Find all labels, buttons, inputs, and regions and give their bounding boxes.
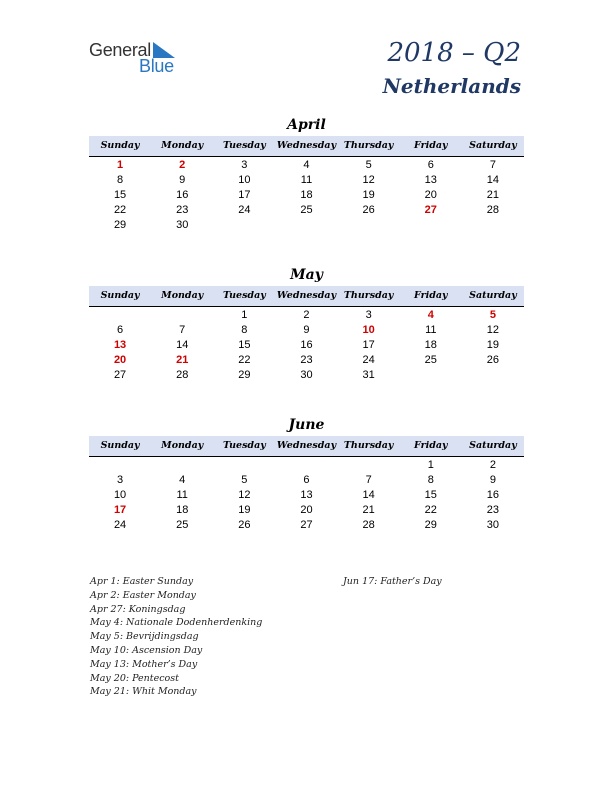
day-cell: 22 (238, 354, 251, 366)
day-cell: 19 (238, 504, 251, 516)
month-may (89, 265, 524, 383)
week-row (89, 158, 524, 173)
weekday-header-wednesday: Wednesday (276, 440, 337, 451)
day-cell: 7 (179, 324, 186, 336)
day-cell: 3 (241, 159, 248, 171)
day-cell: 10 (113, 489, 127, 501)
logo-text-general: General (89, 40, 151, 60)
day-cell: 2 (303, 309, 310, 321)
day-cell: 8 (117, 174, 124, 186)
weekday-header-row (89, 436, 524, 457)
day-cell: 18 (300, 189, 313, 201)
day-cell: 24 (113, 519, 127, 531)
day-cell: 16 (300, 339, 313, 351)
weekday-header-row (89, 136, 524, 157)
day-cell: 6 (117, 324, 124, 336)
holiday-day-cell: 21 (176, 354, 189, 366)
day-cell (338, 218, 400, 233)
weekday-header-sunday: Sunday (100, 440, 140, 451)
week-row (89, 188, 524, 203)
day-cell: 31 (362, 369, 375, 381)
day-cell: 15 (113, 189, 127, 201)
day-cell: 20 (300, 504, 313, 516)
day-cell (89, 308, 151, 323)
day-cell: 9 (489, 474, 496, 486)
week-row (89, 458, 524, 473)
day-cell: 15 (424, 489, 437, 501)
weekday-header-saturday: Saturday (469, 140, 517, 151)
day-cell: 28 (176, 369, 189, 381)
day-cell: 29 (424, 519, 437, 531)
week-row (89, 323, 524, 338)
day-cell: 5 (241, 474, 248, 486)
day-cell: 30 (300, 369, 313, 381)
weekday-header-monday: Monday (161, 440, 204, 451)
day-cell: 23 (300, 354, 313, 366)
week-row (89, 308, 524, 323)
holiday-entry: May 13: Mother’s Day (90, 658, 198, 670)
month-june (89, 415, 524, 533)
day-cell: 24 (238, 204, 251, 216)
day-cell: 8 (241, 324, 248, 336)
holiday-entry: Apr 27: Koningsdag (90, 603, 186, 615)
weekday-header-wednesday: Wednesday (276, 140, 337, 151)
day-cell: 7 (489, 159, 496, 171)
month-april (89, 115, 524, 233)
day-cell: 23 (176, 204, 189, 216)
holiday-day-cell: 20 (113, 354, 127, 366)
holiday-day-cell: 10 (362, 324, 375, 336)
day-cell: 11 (425, 324, 437, 336)
day-cell: 26 (486, 354, 500, 366)
holiday-entry: May 10: Ascension Day (90, 644, 203, 656)
day-cell: 30 (486, 519, 500, 531)
weekday-header-monday: Monday (161, 290, 204, 301)
day-cell: 25 (300, 204, 313, 216)
month-name: June (288, 417, 325, 433)
day-cell: 23 (486, 504, 500, 516)
day-cell: 15 (238, 339, 251, 351)
day-cell: 25 (176, 519, 189, 531)
day-cell: 11 (300, 174, 313, 186)
weekday-header-friday: Friday (414, 440, 448, 451)
holiday-day-cell: 27 (424, 204, 437, 216)
weekday-header-wednesday: Wednesday (276, 290, 337, 301)
day-cell: 26 (238, 519, 251, 531)
day-cell: 28 (486, 204, 500, 216)
day-cell: 14 (362, 489, 375, 501)
day-cell: 29 (113, 219, 127, 231)
weekday-header-monday: Monday (161, 140, 204, 151)
weekday-header-friday: Friday (414, 290, 448, 301)
day-cell: 17 (362, 339, 375, 351)
weekday-header-sunday: Sunday (100, 140, 140, 151)
week-row (89, 218, 524, 233)
month-name: May (290, 267, 323, 283)
day-cell: 3 (117, 474, 124, 486)
day-cell: 3 (365, 309, 372, 321)
day-cell: 21 (362, 504, 375, 516)
weekday-header-thursday: Thursday (343, 440, 394, 451)
day-cell: 1 (241, 309, 248, 321)
week-grid (89, 307, 524, 383)
weekday-header-thursday: Thursday (343, 140, 394, 151)
day-cell: 18 (424, 339, 437, 351)
holiday-day-cell: 1 (117, 159, 124, 171)
day-cell: 1 (427, 459, 434, 471)
day-cell: 4 (179, 474, 186, 486)
day-cell: 13 (300, 489, 313, 501)
day-cell: 28 (362, 519, 375, 531)
weekday-header-saturday: Saturday (469, 440, 517, 451)
week-grid (89, 457, 524, 533)
day-cell: 12 (486, 324, 500, 336)
day-cell: 25 (424, 354, 437, 366)
day-cell: 2 (489, 459, 496, 471)
weekday-header-tuesday: Tuesday (222, 290, 266, 301)
holiday-list-left (90, 575, 330, 699)
page-title: 2018 – Q2 (387, 38, 521, 68)
day-cell: 21 (486, 189, 500, 201)
day-cell: 14 (176, 339, 189, 351)
day-cell (275, 218, 337, 233)
day-cell: 29 (238, 369, 251, 381)
holiday-list-right (343, 575, 543, 589)
day-cell (400, 218, 462, 233)
week-row (89, 518, 524, 533)
day-cell: 16 (176, 189, 189, 201)
weekday-header-saturday: Saturday (469, 290, 517, 301)
week-row (89, 473, 524, 488)
day-cell (151, 308, 213, 323)
holiday-entry: May 20: Pentecost (90, 672, 179, 684)
day-cell (462, 368, 524, 383)
day-cell: 19 (486, 339, 500, 351)
day-cell: 20 (424, 189, 437, 201)
week-grid (89, 157, 524, 233)
holiday-day-cell: 5 (489, 309, 496, 321)
weekday-header-tuesday: Tuesday (222, 140, 266, 151)
day-cell: 10 (238, 174, 251, 186)
day-cell: 12 (238, 489, 251, 501)
day-cell (213, 458, 275, 473)
day-cell: 12 (362, 174, 375, 186)
weekday-header-sunday: Sunday (100, 290, 140, 301)
day-cell: 18 (176, 504, 189, 516)
holiday-day-cell: 2 (179, 159, 186, 171)
weekday-header-row (89, 286, 524, 307)
week-row (89, 503, 524, 518)
holiday-entry: Jun 17: Father’s Day (343, 576, 442, 587)
week-row (89, 353, 524, 368)
day-cell: 11 (176, 489, 188, 501)
week-row (89, 203, 524, 218)
day-cell: 26 (362, 204, 375, 216)
holiday-day-cell: 4 (427, 309, 434, 321)
day-cell: 7 (365, 474, 372, 486)
holiday-day-cell: 17 (113, 504, 127, 516)
page-subtitle: Netherlands (382, 74, 521, 98)
holiday-entry: May 4: Nationale Dodenherdenking (90, 617, 263, 629)
weekday-header-friday: Friday (414, 140, 448, 151)
week-row (89, 338, 524, 353)
day-cell: 6 (427, 159, 434, 171)
day-cell: 17 (238, 189, 251, 201)
day-cell (213, 218, 275, 233)
day-cell (275, 458, 337, 473)
day-cell: 22 (113, 204, 127, 216)
day-cell: 14 (486, 174, 500, 186)
day-cell: 8 (427, 474, 434, 486)
day-cell: 24 (362, 354, 375, 366)
day-cell: 16 (486, 489, 500, 501)
day-cell: 27 (300, 519, 313, 531)
holiday-day-cell: 13 (113, 339, 127, 351)
day-cell: 27 (113, 369, 127, 381)
day-cell: 30 (176, 219, 189, 231)
month-name: April (287, 117, 326, 133)
day-cell (151, 458, 213, 473)
holiday-entry: May 5: Bevrijdingsdag (90, 631, 199, 643)
holiday-entry: May 21: Whit Monday (90, 686, 197, 698)
day-cell: 9 (303, 324, 310, 336)
day-cell: 13 (424, 174, 437, 186)
week-row (89, 173, 524, 188)
day-cell (462, 218, 524, 233)
day-cell: 4 (303, 159, 310, 171)
weekday-header-tuesday: Tuesday (222, 440, 266, 451)
day-cell (89, 458, 151, 473)
logo-text-blue: Blue (139, 56, 174, 76)
day-cell: 22 (424, 504, 437, 516)
day-cell (338, 458, 400, 473)
weekday-header-thursday: Thursday (343, 290, 394, 301)
day-cell: 5 (365, 159, 372, 171)
day-cell: 19 (362, 189, 375, 201)
logo (89, 40, 189, 76)
holiday-entry: Apr 2: Easter Monday (90, 589, 196, 601)
week-row (89, 368, 524, 383)
day-cell: 6 (303, 474, 310, 486)
day-cell: 9 (179, 174, 186, 186)
day-cell (400, 368, 462, 383)
week-row (89, 488, 524, 503)
holiday-entry: Apr 1: Easter Sunday (90, 576, 194, 587)
